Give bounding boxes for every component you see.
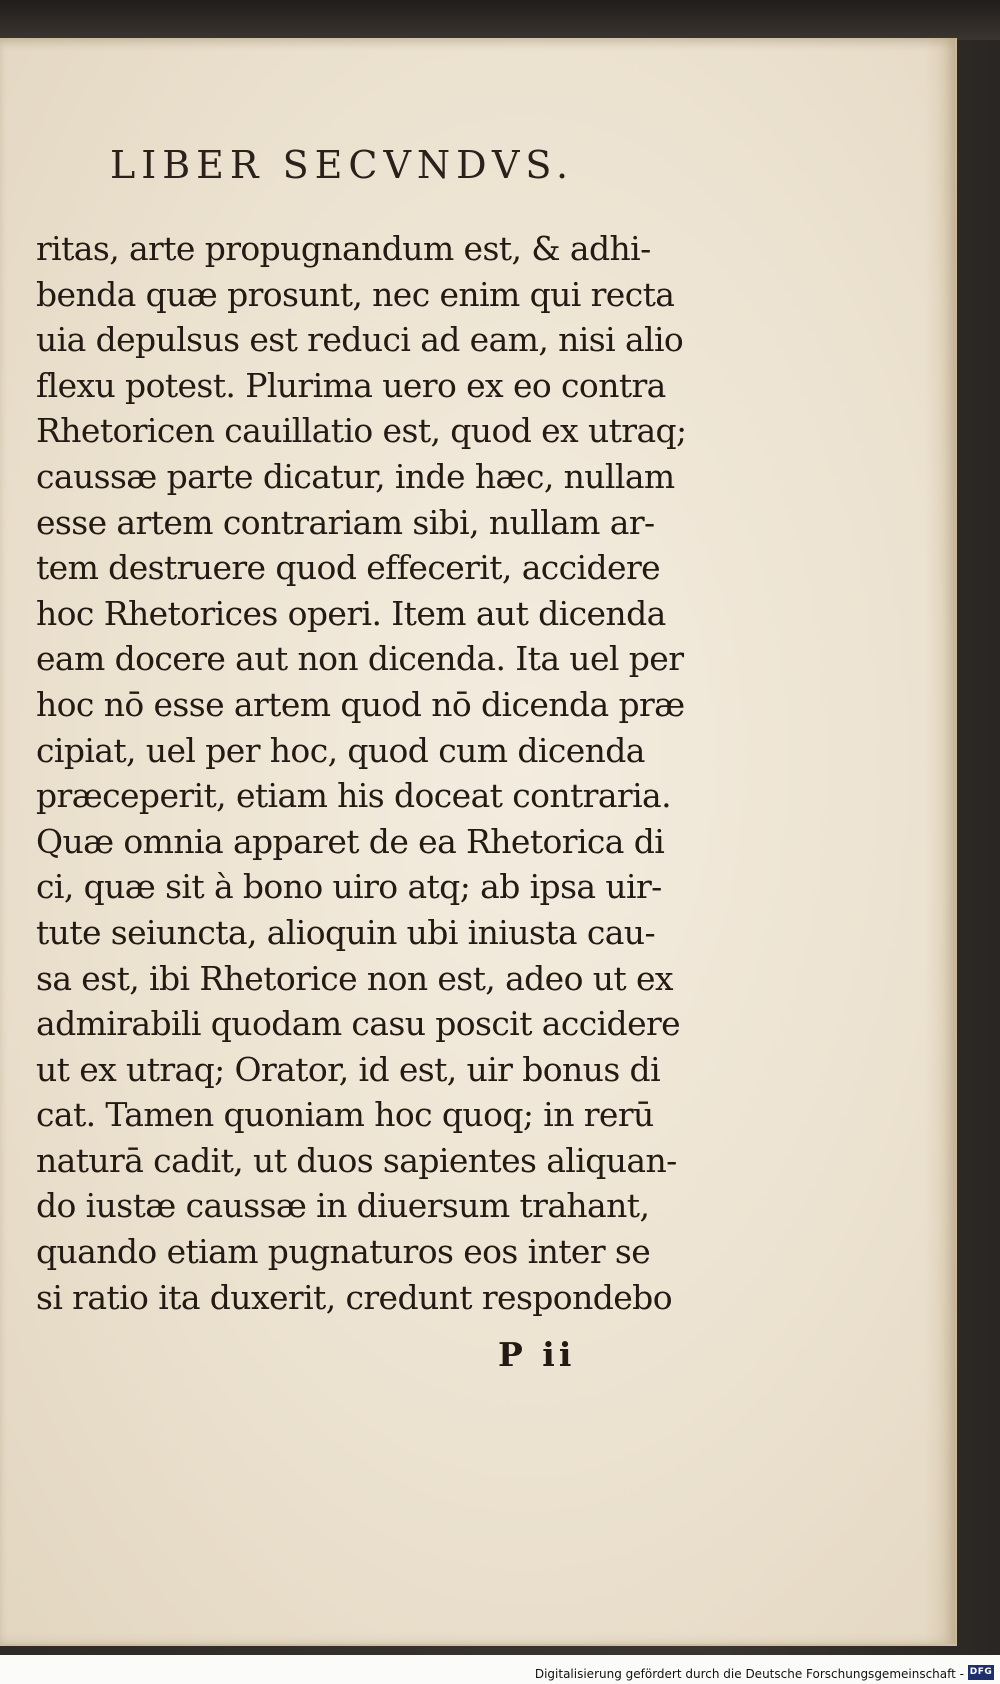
text-line: sa est, ibi Rhetorice non est, adeo ut ex — [36, 958, 673, 998]
text-line: caussæ parte dicatur, inde hæc, nullam — [36, 456, 675, 496]
text-line: esse artem contrariam sibi, nullam ar- — [36, 502, 655, 542]
text-line: flexu potest. Plurima uero ex eo contra — [36, 365, 666, 405]
body-text — [36, 226, 686, 1320]
text-line: cat. Tamen quoniam hoc quoq; in rerū — [36, 1095, 654, 1135]
text-line: hoc Rhetorices operi. Item aut dicenda — [36, 593, 666, 633]
text-line: præceperit, etiam his doceat contraria. — [36, 776, 672, 816]
text-line: ritas, arte propugnandum est, & adhi- — [36, 229, 651, 268]
text-line: cipiat, uel per hoc, quod cum dicenda — [36, 730, 645, 770]
text-line: do iustæ caussæ in diuersum trahant, — [36, 1186, 650, 1226]
text-line: quando etiam pugnaturos eos inter se — [36, 1232, 651, 1272]
signature-mark: P ii — [498, 1335, 576, 1374]
dfg-logo: DFG — [968, 1665, 994, 1680]
text-line: naturā cadit, ut duos sapientes aliquan- — [36, 1140, 677, 1180]
text-line: ut ex utraq; Orator, id est, uir bonus di — [36, 1049, 661, 1089]
text-line: hoc nō esse artem quod nō dicenda præ — [36, 684, 685, 724]
text-line: eam docere aut non dicenda. Ita uel per — [36, 639, 684, 679]
text-line: ci, quæ sit à bono uiro atq; ab ipsa uir- — [36, 867, 662, 907]
text-line: uia depulsus est reduci ad eam, nisi alio — [36, 320, 684, 360]
text-line: si ratio ita duxerit, credunt respondebo — [36, 1277, 672, 1317]
text-line: tem destruere quod effecerit, accidere — [36, 548, 661, 588]
text-line: benda quæ prosunt, nec enim qui recta — [36, 274, 675, 314]
text-line: Quæ omnia apparet de ea Rhetorica di — [36, 821, 665, 861]
running-head: LIBER SECVNDVS. — [110, 143, 575, 187]
funding-credit: Digitalisierung gefördert durch die Deutsche Forschungsgemeinschaft - — [534, 1667, 964, 1681]
scan-backdrop-top — [0, 0, 1000, 40]
text-line: tute seiuncta, alioquin ubi iniusta cau- — [36, 912, 656, 952]
text-line: Rhetoricen cauillatio est, quod ex utraq; — [36, 411, 687, 451]
text-line: admirabili quodam casu poscit accidere — [36, 1004, 681, 1044]
